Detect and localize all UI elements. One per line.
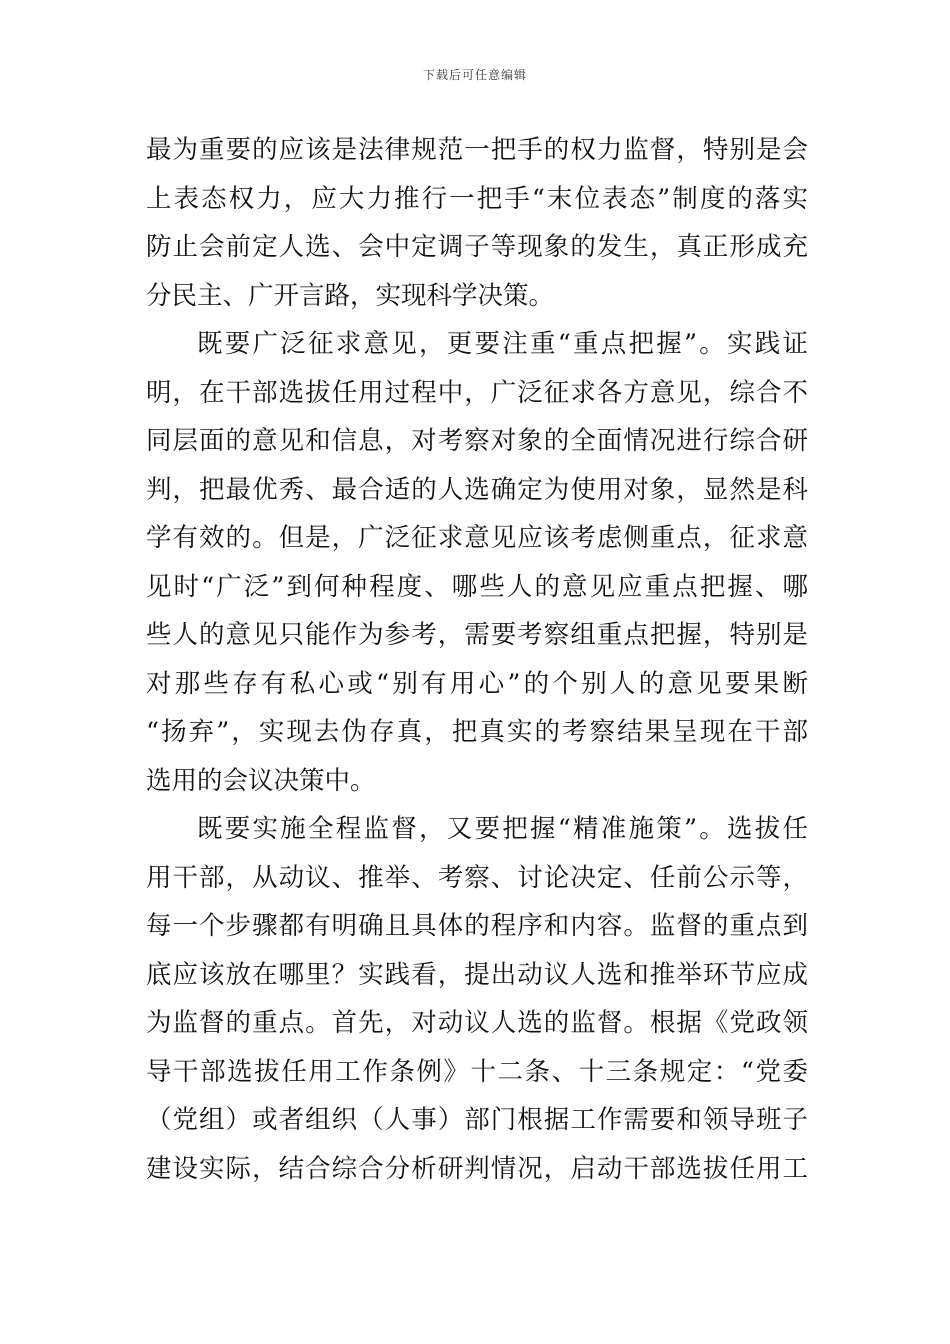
paragraph	[146, 320, 808, 805]
text-line: 导干部选拔任用工作条例》十二条、十三条规定：“党委	[146, 1056, 808, 1087]
text-line: 用干部，从动议、推举、考察、讨论决定、任前公示等，	[146, 862, 808, 893]
text-line: 底应该放在哪里？实践看，提出动议人选和推举环节应成	[146, 959, 808, 990]
document-body	[146, 126, 808, 1193]
text-line: 最为重要的应该是法律规范一把手的权力监督，特别是会	[146, 135, 808, 165]
header-note: 下载后可任意编辑	[422, 68, 527, 82]
text-line: 每一个步骤都有明确且具体的程序和内容。监督的重点到	[146, 911, 808, 941]
text-line: 为监督的重点。首先，对动议人选的监督。根据《党政领	[146, 1008, 808, 1038]
text-line: 同层面的意见和信息，对考察对象的全面情况进行综合研	[146, 426, 808, 456]
text-line: 选用的会议决策中。	[146, 765, 376, 796]
text-line: 上表态权力，应大力推行一把手“末位表态”制度的落实	[146, 183, 808, 214]
text-line: 既要实施全程监督，又要把握“精准施策”。选拔任	[197, 814, 808, 844]
text-line: 判，把最优秀、最合适的人选确定为使用对象，显然是科	[146, 474, 808, 505]
text-line: 分民主、广开言路，实现科学决策。	[146, 280, 555, 311]
text-line: “扬弃”，实现去伪存真，把真实的考察结果呈现在干部	[146, 717, 808, 747]
text-line: 既要广泛征求意见，更要注重“重点把握”。实践证	[197, 329, 808, 359]
paragraph	[146, 126, 808, 320]
text-line: 些人的意见只能作为参考，需要考察组重点把握，特别是	[146, 620, 808, 650]
text-line: 对那些存有私心或“别有用心”的个别人的意见要果断	[146, 668, 808, 699]
text-line: 明，在干部选拔任用过程中，广泛征求各方意见，综合不	[146, 377, 808, 408]
paragraph	[146, 805, 808, 1193]
text-line: 建设实际，结合综合分析研判情况，启动干部选拔任用工	[146, 1153, 808, 1184]
text-line: 学有效的。但是，广泛征求意见应该考虑侧重点，征求意	[146, 523, 808, 553]
text-line: 见时“广泛”到何种程度、哪些人的意见应重点把握、哪	[146, 571, 808, 602]
text-line: （党组）或者组织（人事）部门根据工作需要和领导班子	[146, 1105, 808, 1135]
text-line: 防止会前定人选、会中定调子等现象的发生，真正形成充	[146, 232, 808, 262]
